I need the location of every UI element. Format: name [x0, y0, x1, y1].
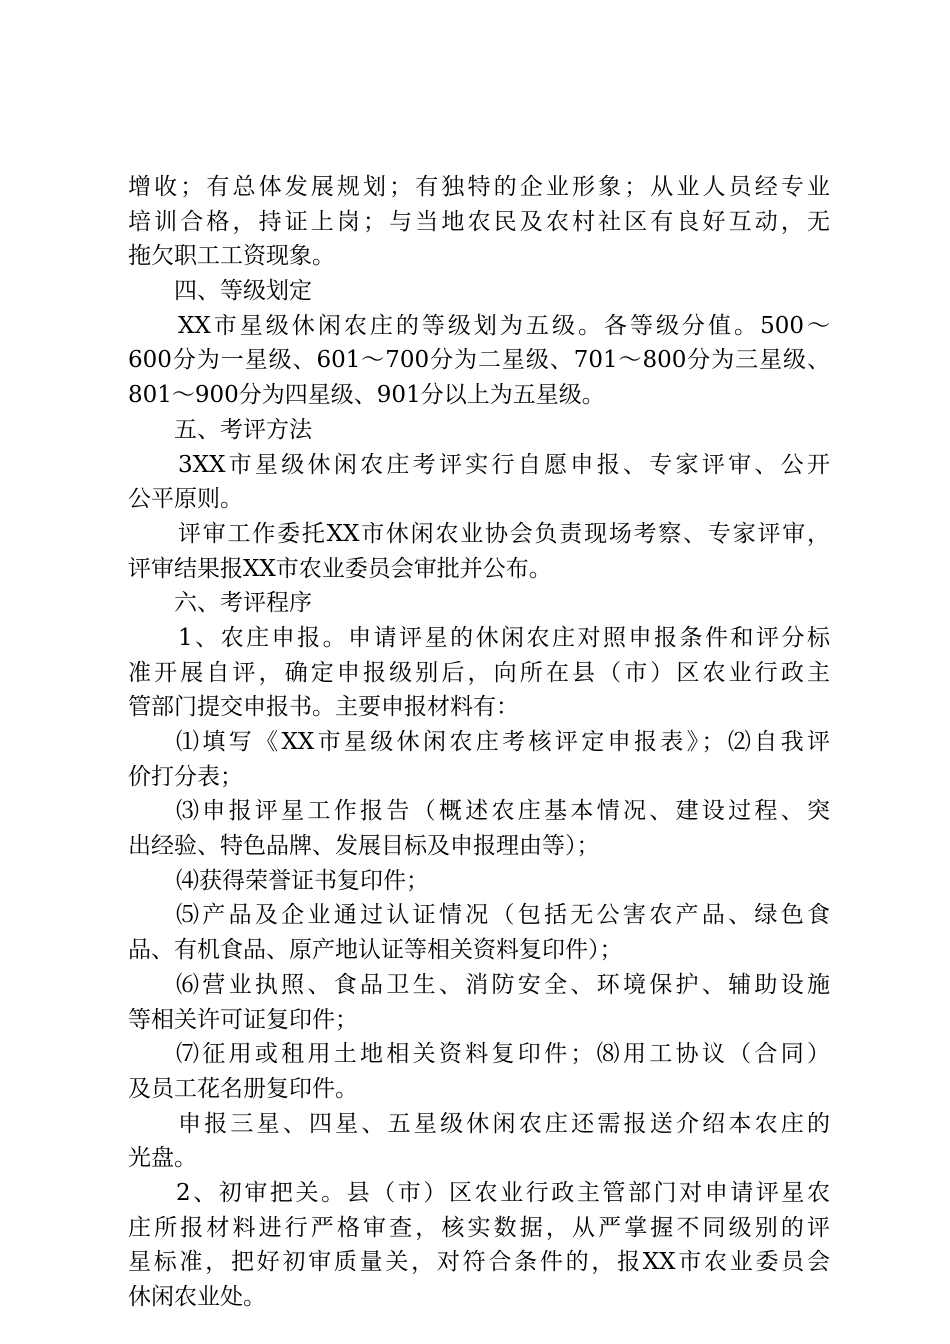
paragraph-line: 801～900分为四星级、901分以上为五星级。 [128, 382, 605, 409]
section-heading-evaluation-procedure: 六、考评程序 [174, 590, 312, 617]
section-heading-evaluation-method: 五、考评方法 [174, 416, 312, 443]
list-item: ⑺征用或租用土地相关资料复印件；⑻用工协议（合同） [176, 1041, 830, 1068]
list-item: ⑸产品及企业通过认证情况（包括无公害农产品、绿色食 [176, 902, 830, 929]
paragraph-line: 申报三星、四星、五星级休闲农庄还需报送介绍本农庄的 [178, 1110, 830, 1137]
paragraph-line: 拖欠职工工资现象。 [128, 243, 335, 270]
paragraph-line: 星标准，把好初审质量关，对符合条件的，报XX市农业委员会 [128, 1249, 830, 1276]
paragraph-line: 增收；有总体发展规划；有独特的企业形象；从业人员经专业 [128, 174, 830, 200]
list-item: ⑴填写《XX市星级休闲农庄考核评定申报表》；⑵自我评 [176, 729, 830, 755]
document-body [128, 170, 830, 1315]
paragraph-line: 休闲农业处。 [128, 1284, 266, 1310]
list-item: ⑷获得荣誉证书复印件； [176, 867, 429, 894]
paragraph-line: 600分为一星级、601～700分为二星级、701～800分为三星级、 [128, 347, 830, 374]
list-item: ⑶申报评星工作报告（概述农庄基本情况、建设过程、突 [176, 798, 830, 825]
paragraph-line: 管部门提交申报书。主要申报材料有： [128, 694, 519, 721]
paragraph-line: 及员工花名册复印件。 [128, 1075, 358, 1102]
paragraph-line: 3XX市星级休闲农庄考评实行自愿申报、专家评审、公开 [178, 451, 830, 478]
paragraph-line: 价打分表； [128, 763, 243, 790]
paragraph-line: 1、农庄申报。申请评星的休闲农庄对照申报条件和评分标 [178, 624, 830, 651]
paragraph-line: XX市星级休闲农庄的等级划为五级。各等级分值。500～ [178, 312, 830, 339]
paragraph-line: 出经验、特色品牌、发展目标及申报理由等）； [128, 833, 600, 860]
paragraph-line: 公平原则。 [128, 486, 243, 513]
paragraph-line: 品、有机食品、原产地认证等相关资料复印件）； [128, 937, 623, 964]
paragraph-line: 评审工作委托XX市休闲农业协会负责现场考察、专家评审， [178, 520, 830, 547]
paragraph-line: 评审结果报XX市农业委员会审批并公布。 [128, 555, 552, 582]
paragraph-line: 准开展自评，确定申报级别后，向所在县（市）区农业行政主 [128, 659, 830, 686]
paragraph-line: 2、初审把关。县（市）区农业行政主管部门对申请评星农 [176, 1179, 830, 1206]
paragraph-line: 庄所报材料进行严格审查，核实数据，从严掌握不同级别的评 [128, 1214, 830, 1241]
paragraph-line: 培训合格，持证上岗；与当地农民及农村社区有良好互动，无 [128, 208, 830, 235]
paragraph-line: 光盘。 [128, 1145, 197, 1172]
paragraph-line: 等相关许可证复印件； [128, 1006, 358, 1033]
section-heading-level-division: 四、等级划定 [174, 278, 312, 305]
list-item: ⑹营业执照、食品卫生、消防安全、环境保护、辅助设施 [176, 971, 830, 998]
